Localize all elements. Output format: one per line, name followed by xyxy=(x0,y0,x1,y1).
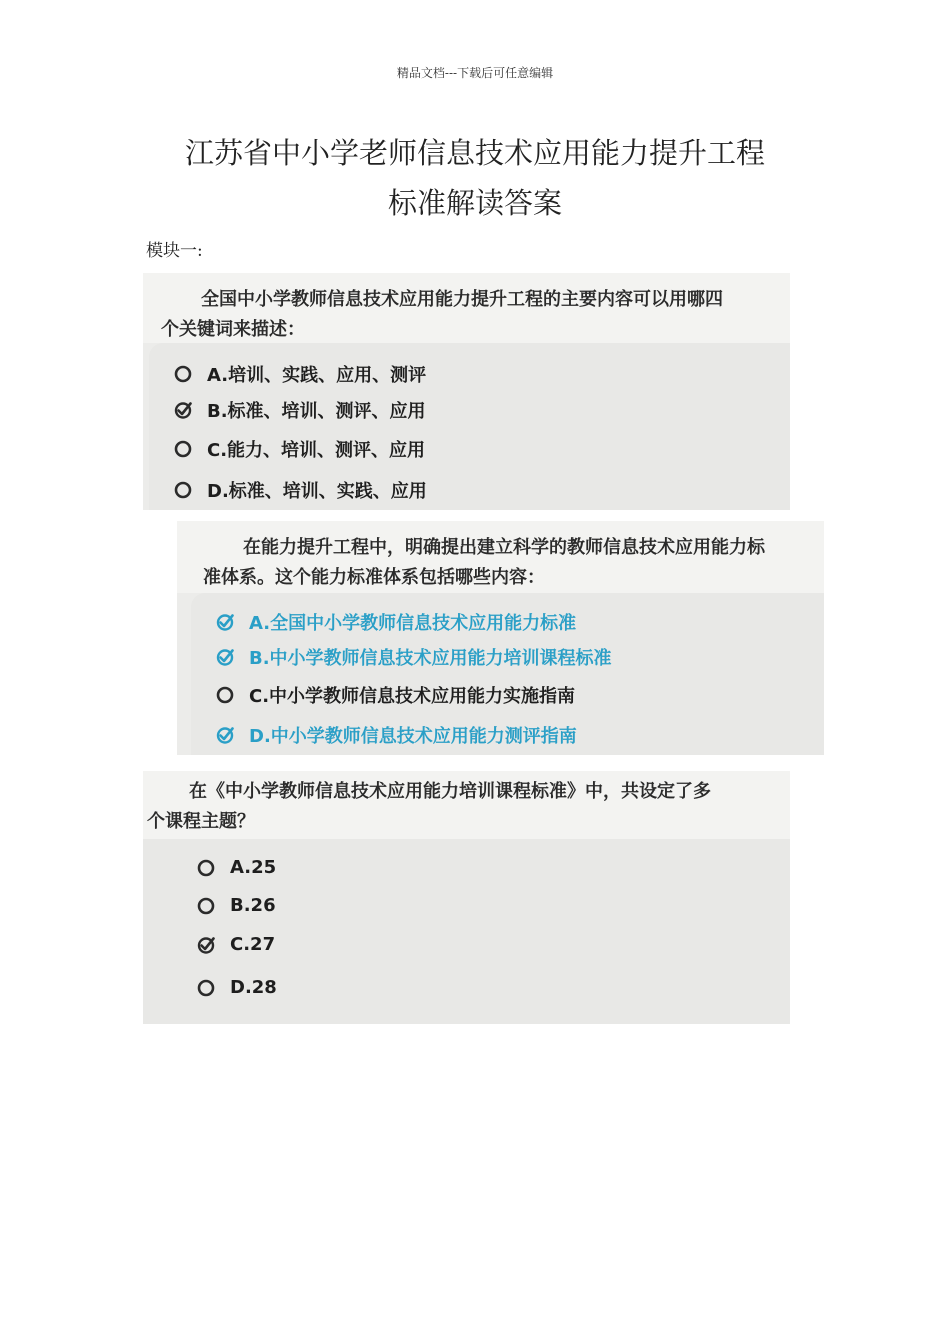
option-b[interactable] xyxy=(215,644,612,670)
question-3-line-1: 在《中小学教师信息技术应用能力培训课程标准》中，共设定了多 xyxy=(189,781,711,802)
option-d[interactable] xyxy=(173,477,427,503)
radio-empty-icon xyxy=(196,858,216,878)
option-c[interactable] xyxy=(173,436,425,462)
option-label: D.标准、培训、实践、应用 xyxy=(207,481,427,502)
radio-empty-icon xyxy=(173,439,193,459)
check-circle-icon xyxy=(215,725,235,745)
option-b[interactable] xyxy=(196,895,276,916)
module-label: 模块一: xyxy=(146,241,203,261)
option-label: D.中小学教师信息技术应用能力测评指南 xyxy=(249,726,577,747)
option-label: A.25 xyxy=(230,857,277,878)
option-a[interactable] xyxy=(196,857,276,878)
option-label: C.能力、培训、测评、应用 xyxy=(207,440,426,461)
option-label: B.中小学教师信息技术应用能力培训课程标准 xyxy=(249,648,612,669)
option-label: B.26 xyxy=(230,895,276,916)
option-d[interactable] xyxy=(196,977,277,998)
radio-empty-icon xyxy=(173,364,193,384)
question-1-screenshot xyxy=(143,273,790,510)
title-line-2: 标准解读答案 xyxy=(387,186,562,220)
radio-empty-icon xyxy=(215,685,235,705)
radio-empty-icon xyxy=(173,480,193,500)
header-note: 精品文档---下载后可任意编辑 xyxy=(396,66,554,80)
option-label: C.中小学教师信息技术应用能力实施指南 xyxy=(249,686,576,707)
option-a[interactable] xyxy=(173,361,426,387)
option-c[interactable] xyxy=(215,682,575,708)
document-title xyxy=(0,128,950,228)
check-circle-icon xyxy=(196,935,216,955)
radio-empty-icon xyxy=(196,896,216,916)
option-c[interactable] xyxy=(196,934,275,955)
option-a[interactable] xyxy=(215,609,576,635)
question-2-text xyxy=(177,521,824,593)
question-3-text xyxy=(143,771,790,839)
option-label: D.28 xyxy=(230,977,277,998)
radio-empty-icon xyxy=(196,978,216,998)
question-1-line-2: 个关键词来描述： xyxy=(161,319,305,340)
option-label: C.27 xyxy=(230,934,276,955)
title-line-1: 江苏省中小学老师信息技术应用能力提升工程 xyxy=(184,136,765,170)
question-1-text xyxy=(143,273,790,343)
option-d[interactable] xyxy=(215,722,577,748)
check-circle-icon xyxy=(173,400,193,420)
option-label: A.全国中小学教师信息技术应用能力标准 xyxy=(249,613,577,634)
check-circle-icon xyxy=(215,612,235,632)
question-2-screenshot xyxy=(177,521,824,755)
question-3-screenshot xyxy=(143,771,790,1024)
question-1-line-1: 全国中小学教师信息技术应用能力提升工程的主要内容可以用哪四 xyxy=(201,289,723,310)
option-b[interactable] xyxy=(173,397,426,423)
option-label: B.标准、培训、测评、应用 xyxy=(207,401,426,422)
question-2-line-2: 准体系。这个能力标准体系包括哪些内容： xyxy=(203,567,545,588)
option-label: A.培训、实践、应用、测评 xyxy=(207,365,427,386)
check-circle-icon xyxy=(215,647,235,667)
question-2-line-1: 在能力提升工程中，明确提出建立科学的教师信息技术应用能力标 xyxy=(243,537,765,558)
question-3-line-2: 个课程主题？ xyxy=(147,811,255,832)
